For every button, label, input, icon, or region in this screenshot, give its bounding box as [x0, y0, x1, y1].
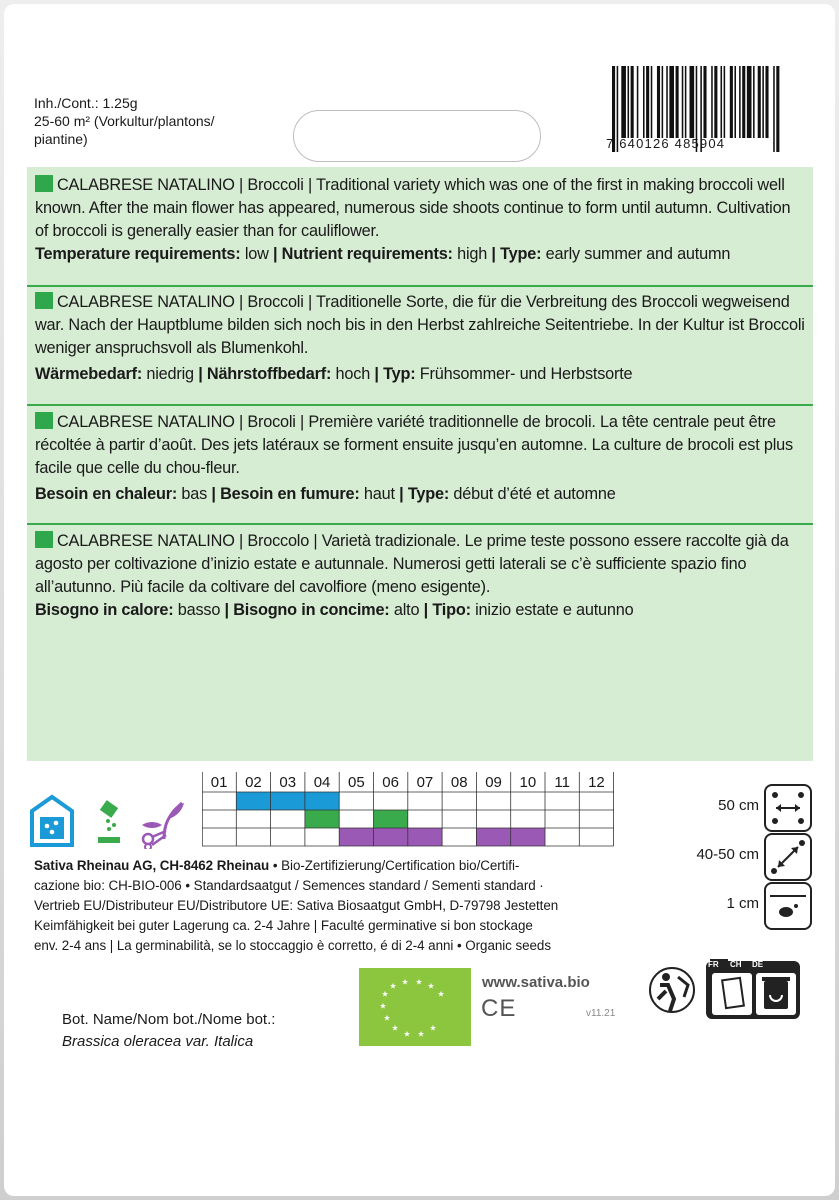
req-value: high — [452, 245, 492, 263]
sowing-depth: 1 cm — [726, 895, 759, 912]
req-label: Bisogno in calore: — [35, 601, 174, 619]
separator — [27, 404, 813, 406]
eu-star — [392, 1025, 398, 1031]
barcode-bar — [682, 66, 684, 138]
triman-icon — [650, 968, 694, 1012]
month-label: 02 — [245, 774, 262, 791]
barcode-bar — [621, 66, 626, 138]
req-label: | Typ: — [374, 365, 416, 383]
barcode-bar — [643, 66, 645, 138]
eu-star — [404, 1031, 410, 1037]
barcode-bar — [676, 66, 679, 138]
germination-text: Keimfähigkeit bei guter Lagerung ca. 2-4 Jahre | Faculté germinative si bon stockage — [34, 918, 533, 933]
barcode-bar — [651, 66, 653, 138]
barcode-bar — [662, 66, 664, 138]
company-name: Sativa Rheinau AG, CH-8462 Rheinau — [34, 858, 270, 873]
contents-weight: Inh./Cont.: 1.25g — [34, 95, 138, 111]
barcode-bar — [776, 66, 779, 152]
certification-text: • Bio-Zertifizierung/Certification bio/Certifi- — [269, 858, 520, 873]
greenhouse-icon — [32, 797, 72, 845]
req-label: | Type: — [399, 485, 450, 503]
req-value: Frühsommer- und Herbstsorte — [415, 365, 633, 383]
section-text: CALABRESE NATALINO | Broccoli | Traditional variety which was one of the first in making broccoli well known. After the main flower has appeared, numerous side shoots continue to form until autumn. Cultivation of broccoli is generally easier than for cauliflower. — [35, 176, 791, 240]
section-en — [35, 174, 805, 266]
botanical-label: Bot. Name/Nom bot./Nome bot.: — [62, 1011, 276, 1028]
month-label: 01 — [210, 774, 228, 791]
recycle-label-de: DE — [752, 960, 764, 969]
month-label: 05 — [348, 774, 365, 791]
barcode-bar — [765, 66, 768, 138]
barcode-bar — [762, 66, 764, 138]
botanical-species: Brassica oleracea var. Italica — [62, 1033, 254, 1050]
req-label: Wärmebedarf: — [35, 365, 143, 383]
req-value: hoch — [331, 365, 375, 383]
eu-star — [384, 1015, 390, 1021]
req-label: | Besoin en fumure: — [211, 485, 360, 503]
req-label: | Tipo: — [423, 601, 471, 619]
month-label: 03 — [279, 774, 297, 791]
website: www.sativa.bio — [482, 974, 590, 991]
botanical-name — [62, 1009, 275, 1053]
barcode-bar — [657, 66, 660, 138]
barcode-bar — [669, 66, 674, 138]
barcode-bar — [730, 66, 733, 138]
recycle-label-fr: FR — [708, 960, 719, 969]
req-label: | Type: — [491, 245, 542, 263]
req-value: haut — [359, 485, 400, 503]
eu-star — [416, 979, 422, 985]
barcode-bar — [721, 66, 723, 138]
contents-area: 25-60 m² (Vorkultur/plantons/ — [34, 113, 215, 129]
hang-hole — [293, 110, 541, 162]
contents-area-cont: piantine) — [34, 131, 88, 147]
barcode-bar — [637, 66, 639, 138]
barcode-bar — [690, 66, 695, 138]
req-value: alto — [389, 601, 424, 619]
pre-culture-cell — [305, 792, 339, 810]
barcode-bar — [739, 66, 741, 138]
pre-culture-cell — [236, 792, 270, 810]
recycle-label-ch: CH — [730, 960, 742, 969]
req-label: Besoin en chaleur: — [35, 485, 178, 503]
recycling-info — [648, 955, 808, 1025]
contents-info — [34, 94, 215, 148]
row-distance-icon — [764, 784, 812, 832]
barcode-bar — [753, 66, 755, 138]
calendar-icons — [28, 793, 198, 849]
certification-text: cazione bio: CH-BIO-006 • Standardsaatgut / Semences standard / Sementi standard · — [34, 878, 544, 893]
plant-distance-icon — [764, 833, 812, 881]
month-label: 09 — [485, 774, 502, 791]
eu-star — [380, 1003, 386, 1009]
eu-organic-logo — [359, 968, 471, 1046]
harvest-cell — [374, 828, 408, 846]
req-value: low — [240, 245, 273, 263]
eu-star — [418, 1031, 424, 1037]
month-label: 07 — [416, 774, 434, 791]
harvest-cell — [408, 828, 442, 846]
req-label: Temperature requirements: — [35, 245, 241, 263]
harvest-cell — [339, 828, 373, 846]
pre-culture-cell — [271, 792, 305, 810]
section-text: CALABRESE NATALINO | Broccoli | Traditionelle Sorte, die für die Verbreitung des Broccoli wegweisend war. Nach der Hauptblume bilden sich noch bis in den Herbst zahlreiche Seitentriebe. In der Kultur ist Broccoli weniger anspruchsvoll als Blumenkohl. — [35, 293, 805, 357]
req-value: début d’été et automne — [449, 485, 616, 503]
barcode-bar — [758, 66, 761, 138]
month-label: 08 — [450, 774, 468, 791]
section-text: CALABRESE NATALINO | Broccolo | Varietà tradizionale. Le prime teste possono essere raccolte già da agosto per coltivazione d’inizio estate e autunnale. Numerosi getti laterali se c’è sufficiente spazio fino all’autunno. Più facile da coltivare del cavolfiore (meno esigente). — [35, 532, 789, 596]
section-de — [35, 291, 805, 386]
separator — [27, 285, 813, 287]
req-value: early summer and autumn — [541, 245, 731, 263]
eu-star — [382, 991, 388, 997]
harvest-cell — [511, 828, 545, 846]
barcode-bar — [773, 66, 775, 152]
barcode-bar — [711, 66, 713, 138]
barcode-bar — [628, 66, 630, 138]
separator — [27, 523, 813, 525]
month-label: 06 — [382, 774, 399, 791]
green-square-icon — [35, 292, 53, 309]
req-label: | Nährstoffbedarf: — [198, 365, 332, 383]
barcode-bar — [631, 66, 634, 138]
barcode-bar — [724, 66, 726, 138]
barcode-bar — [666, 66, 668, 138]
month-label: 10 — [519, 774, 537, 791]
eu-star — [402, 979, 408, 985]
section-text: CALABRESE NATALINO | Brocoli | Première variété traditionnelle de brocoli. La tête centrale peut être récoltée à partir d’août. Des jets latéraux se forment ensuite jusqu’en automne. La culture de brocoli est plus facile que celle du chou-fleur. — [35, 413, 793, 477]
barcode-bar — [646, 66, 649, 138]
eu-star — [430, 1025, 436, 1031]
planting-cell — [305, 810, 339, 828]
barcode-bar — [703, 66, 706, 138]
sowing-calendar — [202, 772, 622, 852]
ce-mark: CE — [481, 995, 517, 1022]
barcode-number: 7 640126 485904 — [606, 136, 726, 151]
planting-cell — [374, 810, 408, 828]
green-square-icon — [35, 531, 53, 548]
req-value: niedrig — [142, 365, 199, 383]
harvest-cell — [476, 828, 510, 846]
row-distance: 50 cm — [718, 797, 759, 814]
version: v11.21 — [586, 1008, 616, 1019]
sowing-depth-icon — [764, 882, 812, 930]
barcode-bar — [742, 66, 745, 138]
eu-star — [390, 983, 396, 989]
month-label: 12 — [588, 774, 605, 791]
eu-star — [428, 983, 434, 989]
green-square-icon — [35, 412, 53, 429]
month-label: 04 — [313, 774, 331, 791]
section-it — [35, 530, 805, 622]
company-info — [34, 856, 634, 956]
barcode-bar — [747, 66, 752, 138]
harvest-icon — [142, 803, 184, 849]
barcode-bar — [714, 66, 717, 138]
sowing-icon — [98, 800, 120, 843]
req-value: bas — [177, 485, 212, 503]
req-label: | Bisogno in concime: — [224, 601, 390, 619]
month-label: 11 — [554, 774, 570, 791]
section-fr — [35, 411, 805, 506]
eu-star — [438, 991, 444, 997]
distributor-text: Vertrieb EU/Distributeur EU/Distributore UE: Sativa Biosaatgut GmbH, D-79798 Jestetten — [34, 898, 559, 913]
green-square-icon — [35, 175, 53, 192]
req-label: | Nutrient requirements: — [273, 245, 453, 263]
plant-distance: 40-50 cm — [696, 846, 759, 863]
req-value: basso — [173, 601, 225, 619]
germination-text: env. 2-4 ans | La germinabilità, se lo stoccaggio è corretto, é di 2-4 anni • Organic seeds — [34, 938, 551, 953]
barcode-bar — [734, 66, 736, 138]
req-value: inizio estate e autunno — [470, 601, 634, 619]
barcode-bar — [685, 66, 687, 138]
